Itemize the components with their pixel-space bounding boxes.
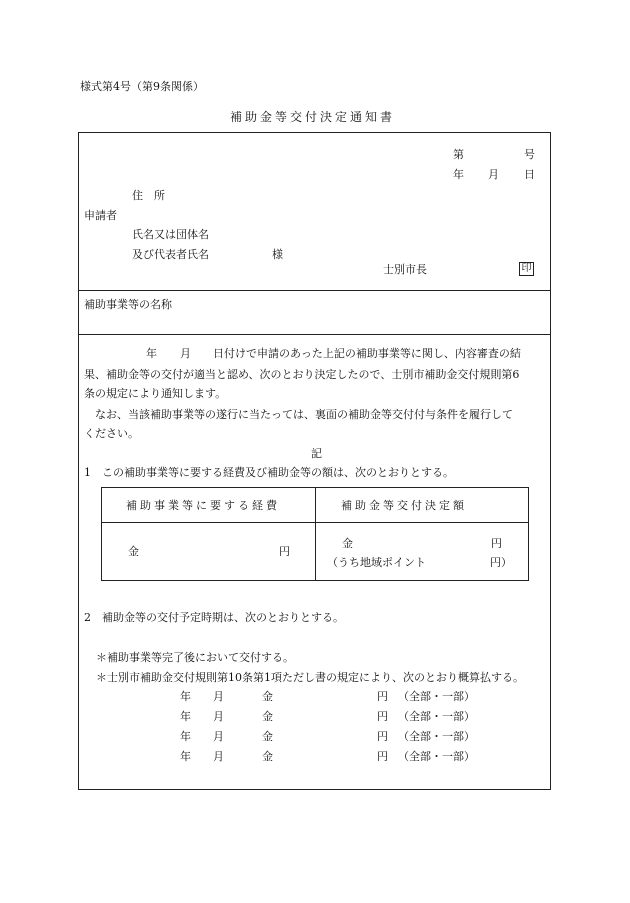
installment-kin: 金 — [262, 730, 273, 743]
project-name-label: 補助事業等の名称 — [84, 298, 172, 311]
body-tsuki: 月 — [180, 347, 191, 360]
form-number: 様式第4号（第9条関係） — [80, 80, 204, 93]
date-hi: 日 — [524, 168, 535, 181]
grant-kin: 金 — [342, 537, 353, 550]
amount-table-column-divider — [315, 487, 316, 581]
page-title: 補助金等交付決定通知書 — [230, 110, 396, 124]
installment-kubun: （全部・一部） — [398, 710, 475, 723]
installment-nen: 年 — [180, 690, 191, 703]
installment-en: 円 — [377, 730, 388, 743]
installment-tsuki: 月 — [213, 690, 224, 703]
seal-mark: 印 — [519, 262, 534, 276]
table-header-expense: 補助事業等に要する経費 — [126, 499, 280, 512]
timing-option-1: ＊補助事業等完了後において交付する。 — [96, 651, 294, 664]
timing-option-2: ＊士別市補助金交付規則第10条第1項ただし書の規定により、次のとおり概算払する。 — [96, 671, 524, 684]
body-nen: 年 — [146, 347, 157, 360]
number-dai: 第 — [453, 148, 464, 161]
ki-label: 記 — [311, 447, 322, 460]
body-paragraph-1-line-2: 果、補助金等の交付が適当と認め、次のとおり決定したので、士別市補助金交付規則第6 — [84, 368, 520, 381]
installment-kubun: （全部・一部） — [398, 690, 475, 703]
representative-label: 及び代表者氏名 — [132, 248, 209, 261]
body-paragraph-2-line-1: なお、当該補助事業等の遂行に当たっては、裏面の補助金等交付付与条件を履行して — [84, 408, 513, 421]
body-paragraph-1-line-1: 日付けで申請のあった上記の補助事業等に関し、内容審査の結 — [213, 347, 521, 360]
installment-tsuki: 月 — [213, 730, 224, 743]
installment-nen: 年 — [180, 730, 191, 743]
body-paragraph-1-line-3: 条の規定により通知します。 — [84, 387, 227, 400]
table-header-grant: 補助金等交付決定額 — [341, 499, 467, 512]
mayor-label: 士別市長 — [383, 263, 427, 276]
installment-kin: 金 — [262, 710, 273, 723]
expense-kin: 金 — [128, 545, 139, 558]
expense-en: 円 — [279, 545, 290, 558]
installment-nen: 年 — [180, 710, 191, 723]
section-divider-applicant — [78, 290, 551, 291]
installment-en: 円 — [377, 690, 388, 703]
installment-kin: 金 — [262, 750, 273, 763]
installment-tsuki: 月 — [213, 710, 224, 723]
address-label: 住 所 — [132, 189, 165, 202]
grant-local-points: （うち地域ポイント — [327, 556, 426, 569]
installment-kubun: （全部・一部） — [398, 730, 475, 743]
grant-en: 円 — [491, 537, 502, 550]
sama-label: 様 — [272, 248, 283, 261]
installment-kin: 金 — [262, 690, 273, 703]
body-paragraph-2-line-2: ください。 — [84, 427, 139, 440]
section-divider-project-name — [78, 334, 551, 335]
installment-nen: 年 — [180, 750, 191, 763]
number-go: 号 — [524, 148, 535, 161]
installment-en: 円 — [377, 750, 388, 763]
date-nen: 年 — [453, 168, 464, 181]
item-2-text: 2 補助金等の交付予定時期は、次のとおりとする。 — [84, 611, 344, 624]
date-tsuki: 月 — [488, 168, 499, 181]
grant-local-points-en: 円） — [490, 556, 512, 569]
installment-en: 円 — [377, 710, 388, 723]
applicant-label: 申請者 — [84, 209, 117, 222]
installment-tsuki: 月 — [213, 750, 224, 763]
name-label: 氏名又は団体名 — [132, 228, 209, 241]
installment-kubun: （全部・一部） — [398, 750, 475, 763]
item-1-text: 1 この補助事業等に要する経費及び補助金等の額は、次のとおりとする。 — [84, 466, 454, 479]
